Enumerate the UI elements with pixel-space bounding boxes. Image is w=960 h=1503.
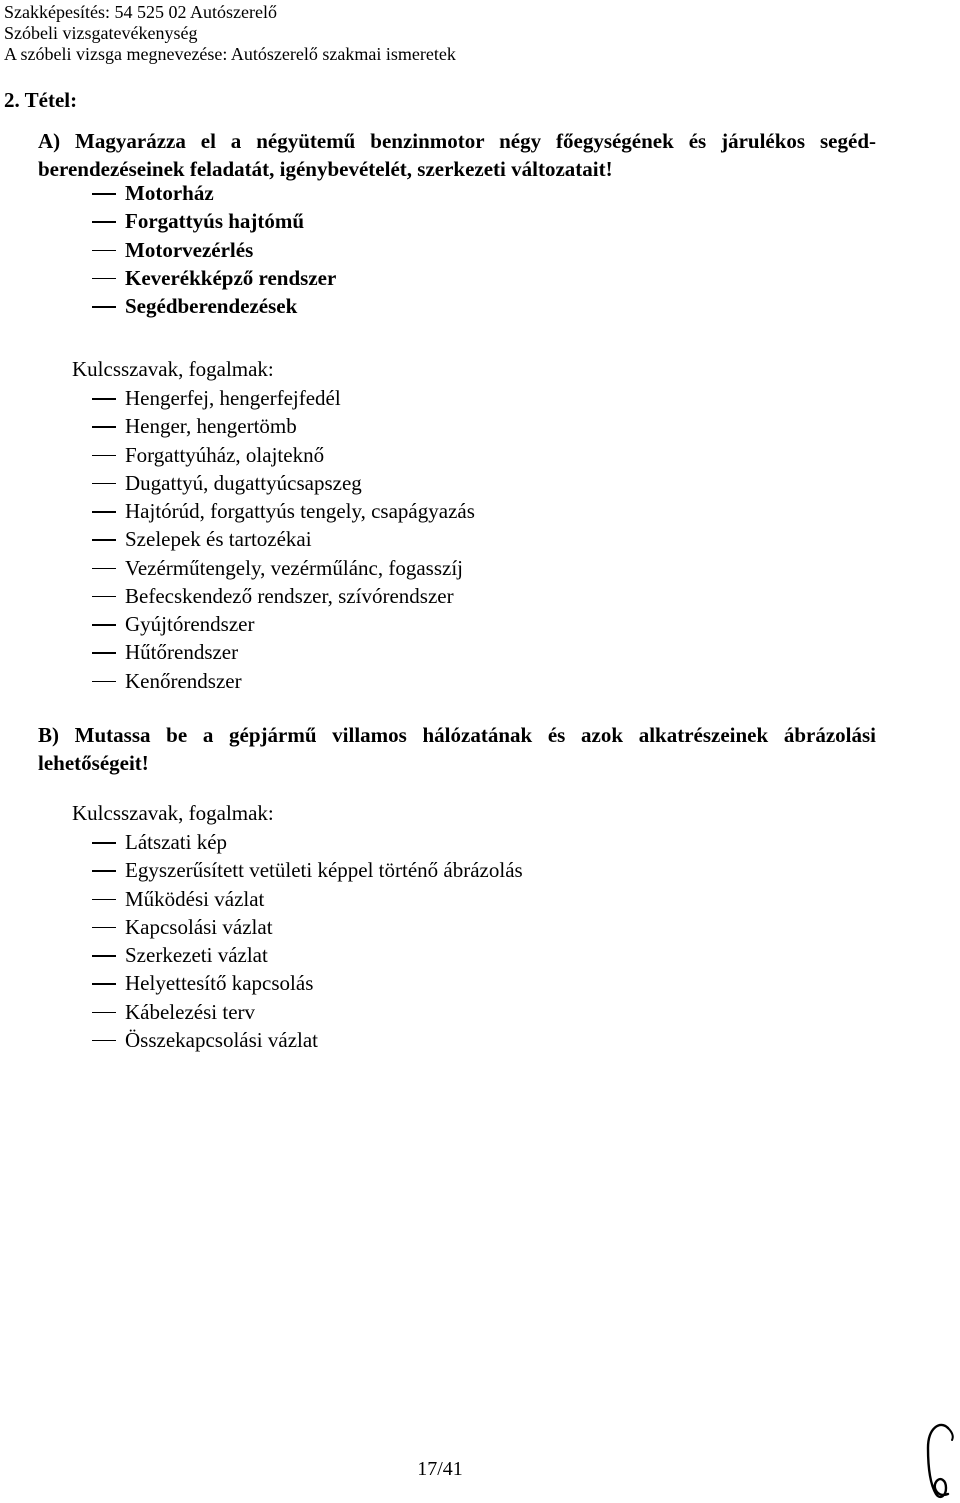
list-item: Motorvezérlés (92, 236, 336, 264)
list-item: Dugattyú, dugattyúcsapszeg (92, 469, 475, 497)
dash-bullet (92, 652, 116, 654)
list-item: Vezérműtengely, vezérműlánc, fogasszíj (92, 554, 475, 582)
list-item: Hajtórúd, forgattyús tengely, csapágyazás (92, 497, 475, 525)
dash-bullet (92, 955, 116, 957)
list-item: Motorház (92, 179, 336, 207)
dash-bullet (92, 398, 116, 400)
dash-bullet (92, 539, 116, 541)
dash-bullet (92, 596, 116, 598)
dash-bullet (92, 927, 116, 929)
dash-bullet (92, 483, 116, 485)
keywords-list-a (92, 384, 475, 695)
dash-bullet (92, 250, 116, 252)
list-item: Látszati kép (92, 828, 523, 856)
question-a (38, 127, 876, 183)
dash-bullet (92, 511, 116, 513)
list-item: Forgattyúház, olajteknő (92, 441, 475, 469)
page-number: 17/41 (417, 1458, 463, 1480)
list-item: Kapcsolási vázlat (92, 913, 523, 941)
dash-bullet (92, 842, 116, 844)
list-item: Keverékképző rendszer (92, 264, 336, 292)
dash-bullet (92, 455, 116, 457)
dash-bullet (92, 870, 116, 872)
dash-bullet (92, 568, 116, 570)
list-item: Hengerfej, hengerfejfedél (92, 384, 475, 412)
tetel-title: 2. Tétel: (4, 88, 78, 112)
handwritten-signature (918, 1418, 960, 1500)
dash-bullet (92, 278, 116, 280)
list-item: Forgattyús hajtómű (92, 207, 336, 235)
list-item: Henger, hengertömb (92, 412, 475, 440)
list-item: Hűtőrendszer (92, 638, 475, 666)
list-item: Kenőrendszer (92, 667, 475, 695)
question-b (38, 721, 876, 777)
list-item: Működési vázlat (92, 885, 523, 913)
list-item: Összekapcsolási vázlat (92, 1026, 523, 1054)
list-item: Kábelezési terv (92, 998, 523, 1026)
main-units-list (92, 179, 336, 320)
list-item: Szerkezeti vázlat (92, 941, 523, 969)
question-a-line-2: berendezéseinek feladatát, igénybevételét, szerkezeti változatait! (38, 157, 613, 181)
question-b-line-1: B) Mutassa be a gépjármű villamos hálózatának és azok alkatrészeinek ábrázolási (38, 723, 876, 747)
dash-bullet (92, 899, 116, 901)
header-qualification: Szakképesítés: 54 525 02 Autószerelő (4, 2, 277, 22)
keywords-label-b: Kulcsszavak, fogalmak: (72, 801, 274, 825)
dash-bullet (92, 221, 116, 223)
dash-bullet (92, 1012, 116, 1014)
list-item: Helyettesítő kapcsolás (92, 969, 523, 997)
keywords-list-b (92, 828, 523, 1054)
list-item: Segédberendezések (92, 292, 336, 320)
dash-bullet (92, 1040, 116, 1042)
header-exam-type: Szóbeli vizsgatevékenység (4, 23, 198, 43)
dash-bullet (92, 306, 116, 308)
question-a-line-1: A) Magyarázza el a négyütemű benzinmotor négy főegységének és járulékos segéd- (38, 129, 876, 153)
list-item: Befecskendező rendszer, szívórendszer (92, 582, 475, 610)
dash-bullet (92, 983, 116, 985)
keywords-label-a: Kulcsszavak, fogalmak: (72, 357, 274, 381)
list-item: Gyújtórendszer (92, 610, 475, 638)
dash-bullet (92, 624, 116, 626)
dash-bullet (92, 193, 116, 195)
dash-bullet (92, 681, 116, 683)
question-b-line-2: lehetőségeit! (38, 751, 149, 775)
header-exam-name: A szóbeli vizsga megnevezése: Autószerelő szakmai ismeretek (4, 44, 456, 64)
list-item: Szelepek és tartozékai (92, 525, 475, 553)
list-item: Egyszerűsített vetületi képpel történő ábrázolás (92, 856, 523, 884)
dash-bullet (92, 426, 116, 428)
